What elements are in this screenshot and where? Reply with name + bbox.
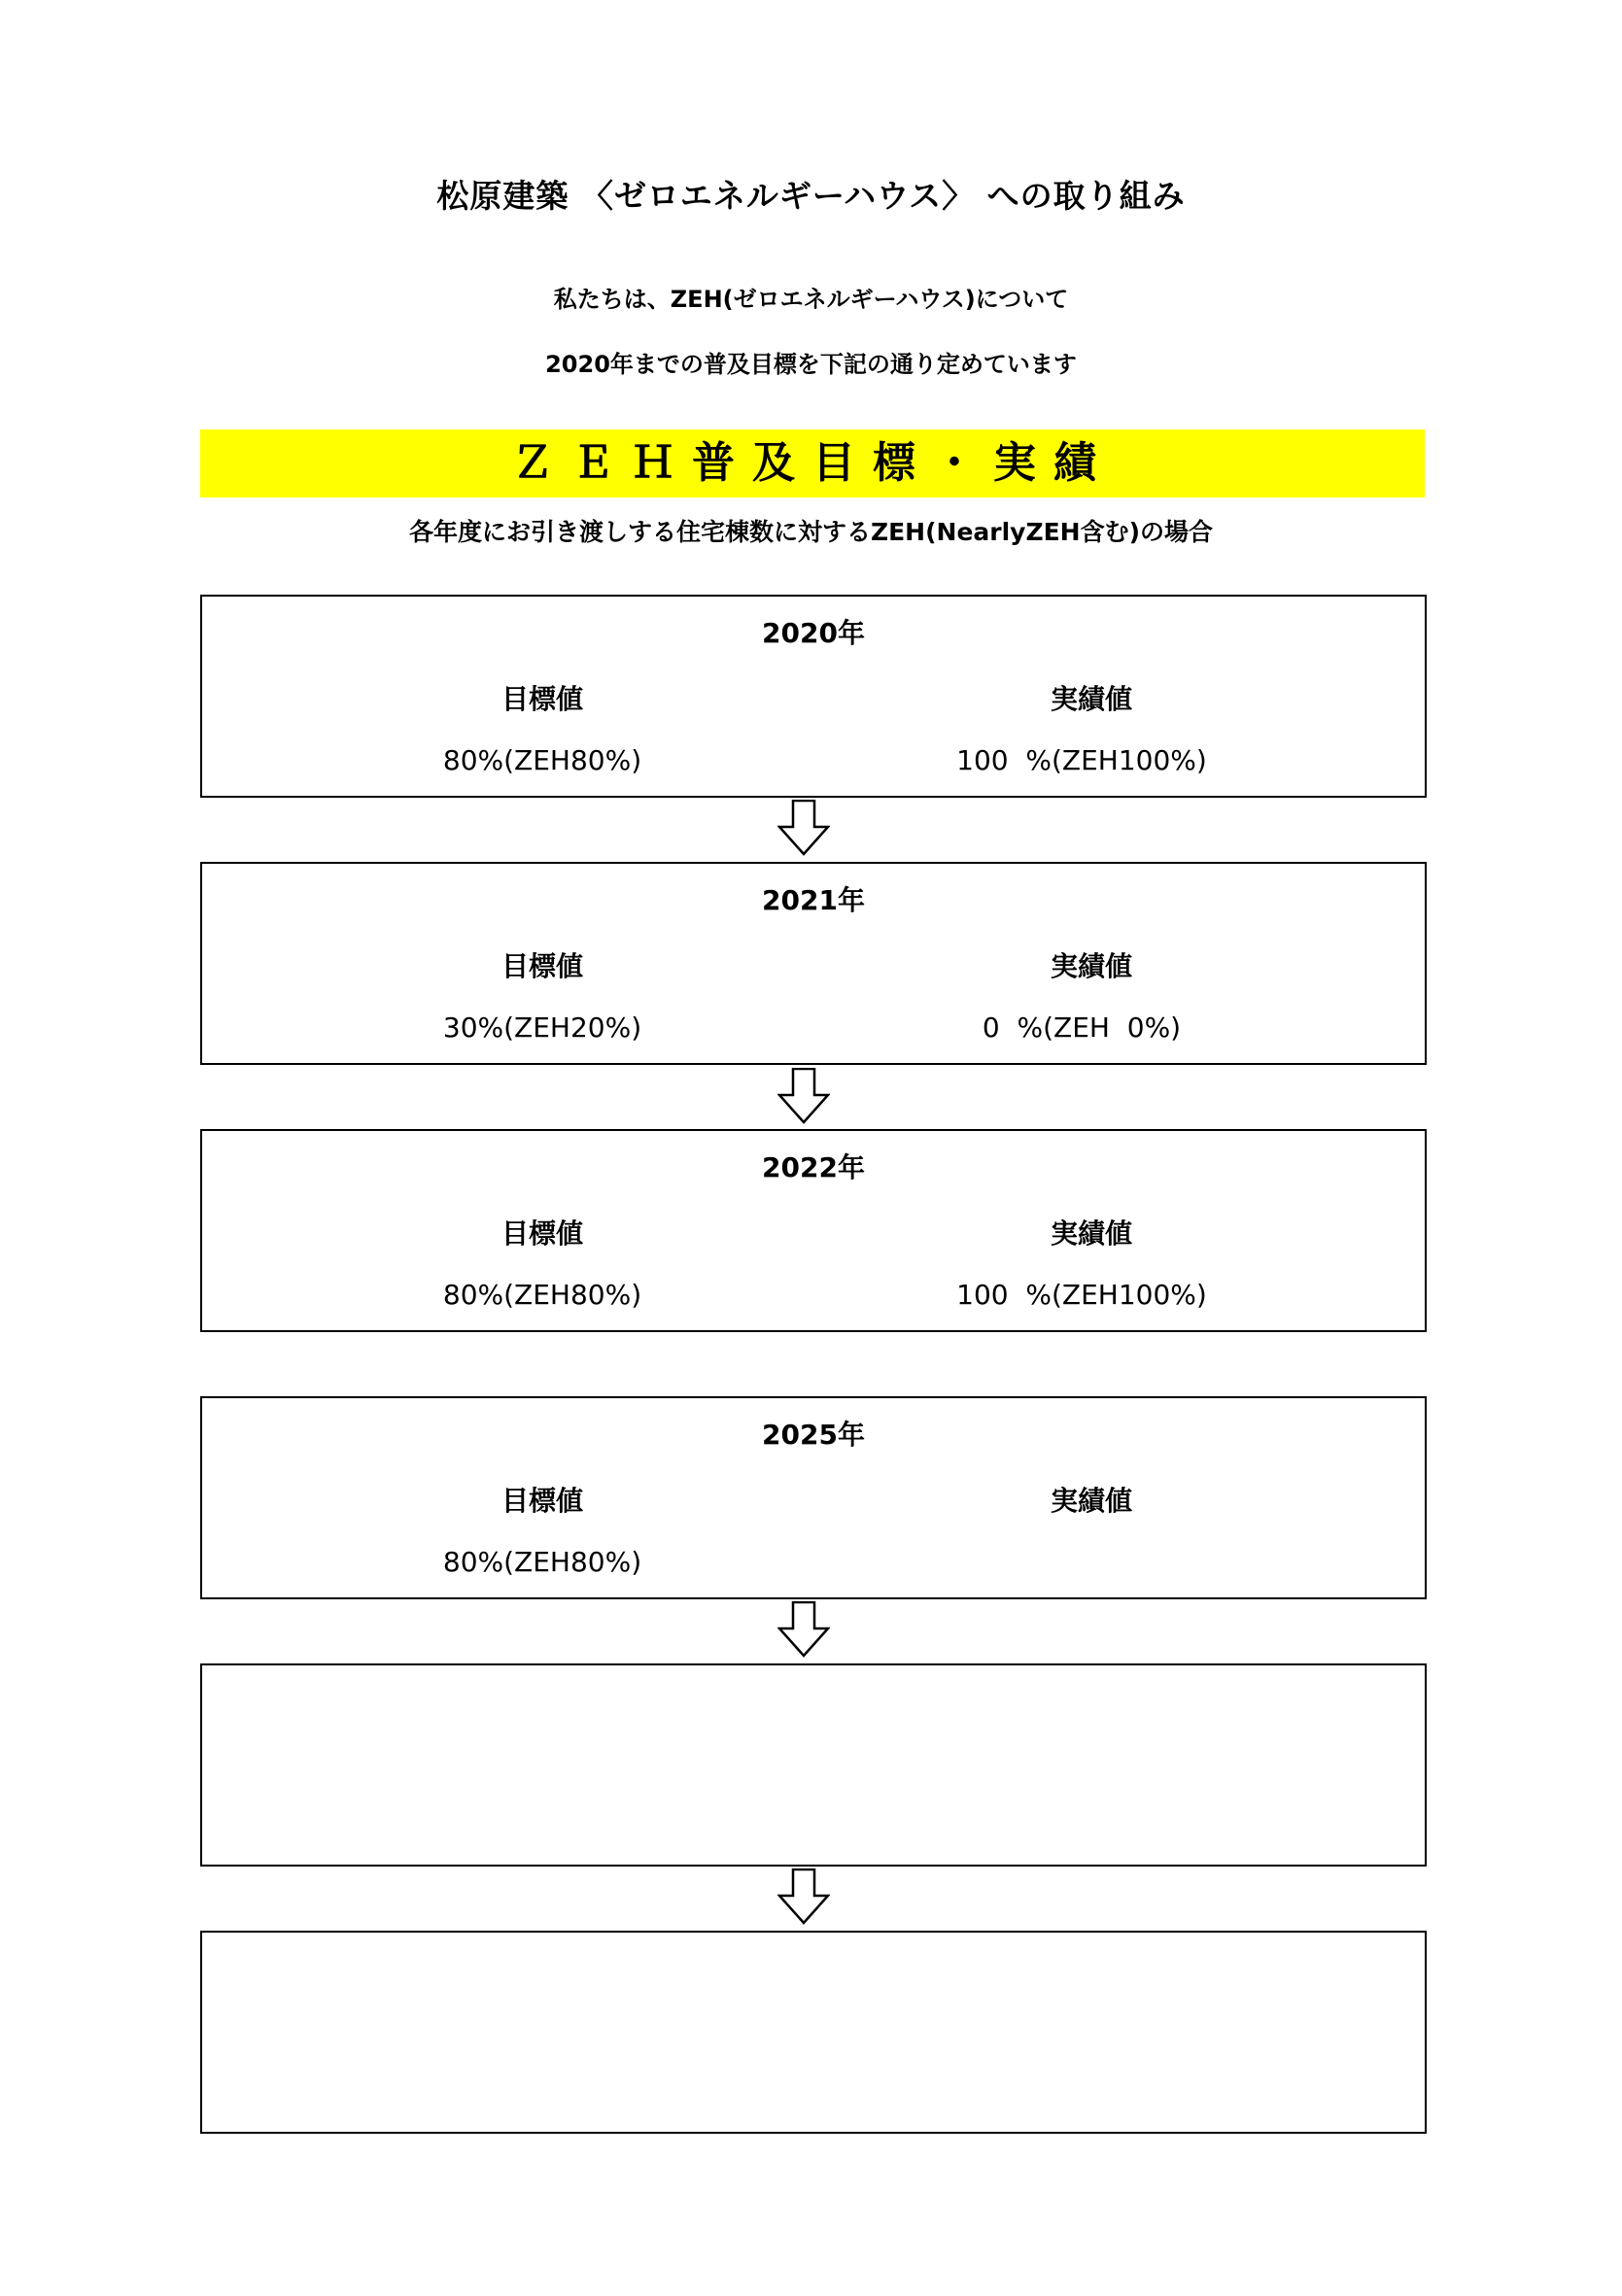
target-label: 目標値	[500, 683, 583, 715]
actual-value: 100 %(ZEH100%)	[956, 744, 1207, 776]
actual-label: 実績値	[1050, 1485, 1132, 1517]
actual-value: 100 %(ZEH100%)	[956, 1279, 1207, 1311]
target-value: 80%(ZEH80%)	[442, 744, 642, 776]
down-arrow-icon	[777, 1601, 830, 1658]
intro-line-1: 私たちは、ZEH(ゼロエネルギーハウス)について	[553, 286, 1069, 313]
year-heading: 2020年	[762, 617, 865, 649]
actual-label: 実績値	[1050, 683, 1132, 715]
year-box-2025	[200, 1396, 1427, 1599]
target-label: 目標値	[500, 1485, 583, 1517]
target-value: 80%(ZEH80%)	[442, 1279, 642, 1311]
actual-label: 実績値	[1050, 950, 1132, 982]
target-label: 目標値	[500, 1217, 583, 1250]
intro-line-2: 2020年までの普及目標を下記の通り定めています	[545, 351, 1077, 378]
year-box-2020	[200, 595, 1427, 798]
down-arrow-icon	[777, 800, 830, 856]
target-label: 目標値	[500, 950, 583, 982]
target-value: 30%(ZEH20%)	[442, 1011, 642, 1044]
year-heading: 2022年	[762, 1151, 865, 1183]
down-arrow-icon	[777, 1868, 830, 1925]
page-title: 松原建築 〈ゼロエネルギーハウス〉 への取り組み	[436, 177, 1186, 215]
target-value: 80%(ZEH80%)	[442, 1546, 642, 1578]
empty-year-box	[200, 1931, 1427, 2134]
subtitle: 各年度にお引き渡しする住宅棟数に対するZEH(NearlyZEH含む)の場合	[408, 518, 1214, 546]
year-heading: 2025年	[762, 1419, 865, 1451]
actual-value: 0 %(ZEH 0%)	[982, 1011, 1182, 1044]
empty-year-box	[200, 1663, 1427, 1867]
down-arrow-icon	[777, 1068, 830, 1124]
year-box-2022	[200, 1129, 1427, 1332]
actual-label: 実績値	[1050, 1217, 1132, 1250]
zeh-banner: ＺＥＨ普及目標・実績	[200, 429, 1425, 497]
year-heading: 2021年	[762, 884, 865, 916]
year-box-2021	[200, 862, 1427, 1065]
